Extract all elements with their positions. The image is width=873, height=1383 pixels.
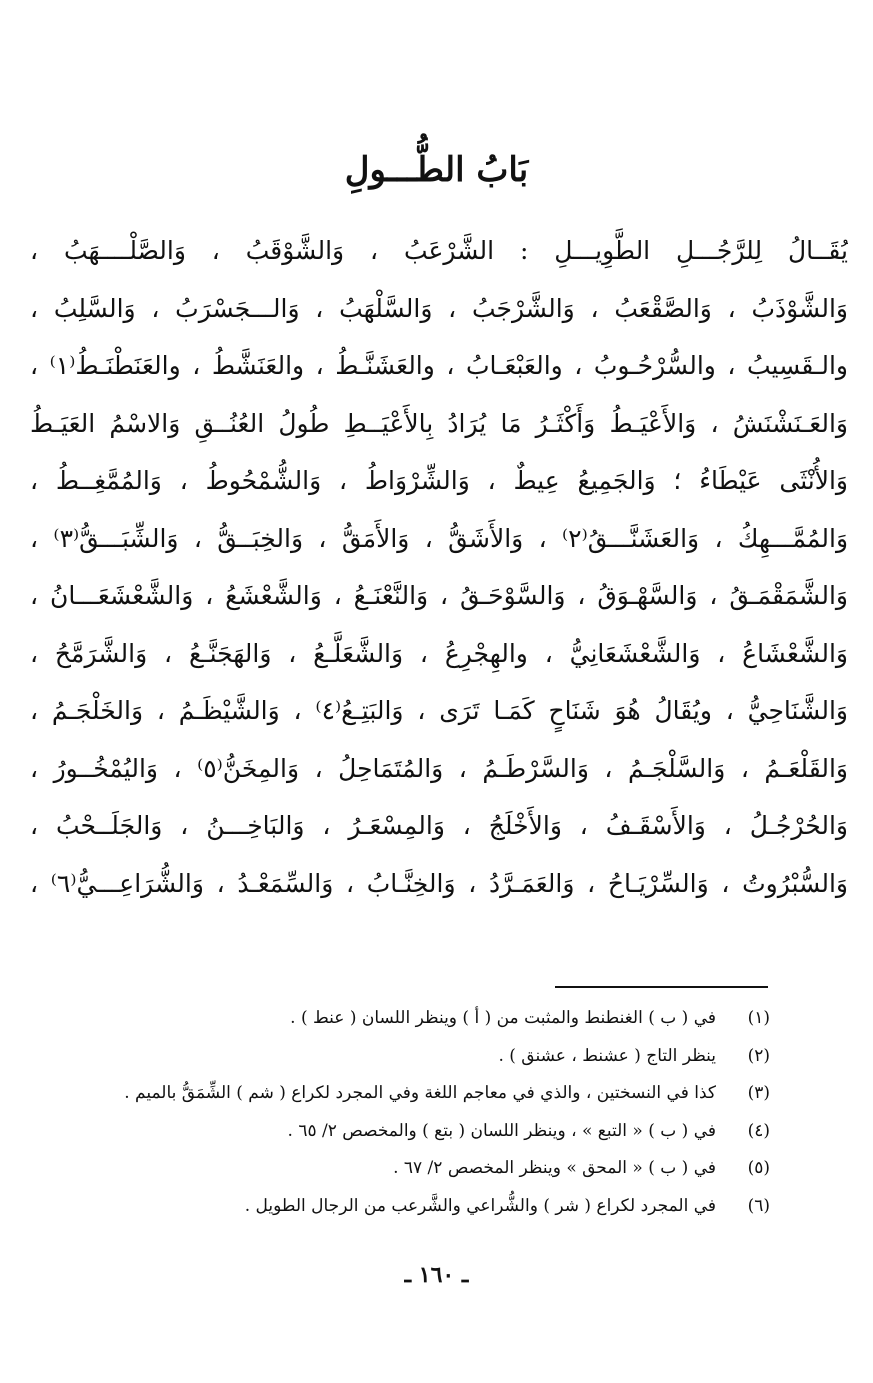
text-line-6: وَالمُمَّـــهِكُ ، وَالعَشَنَّـــقُ⁽٢⁾ ، وَالأَشَقُّ ، وَالأَمَقُّ ، وَالخِبَــقُّ ، وَالشِّبَـــقُّ⁽٣⁾ ، bbox=[30, 523, 848, 553]
page-number: ـ ١٦٠ ـ bbox=[404, 1262, 469, 1288]
footnote-number: (٦) bbox=[747, 1195, 770, 1216]
text-line-8: وَالشَّعْشَاعُ ، وَالشَّعْشَعَانِيُّ ، والهِجْرِعُ ، وَالشَّعَلَّـعُ ، وَالهَجَنَّـعُ ، وَالشَّرَمَّحُ ، bbox=[30, 638, 848, 668]
footnote-6 bbox=[60, 1188, 770, 1226]
text-line-9: وَالشَّنَاحِيُّ ، ويُقَالُ هُوَ شَنَاحٍ كَمَـا تَرَى ، وَالبَتِـعُ⁽٤⁾ ، وَالشَّيْظَـمُ ، وَالخَلْجَـمُ ، bbox=[30, 696, 848, 725]
footnote-2 bbox=[60, 1038, 770, 1076]
footnote-text: ينظر التاج ( عشنط ، عشنق ) . bbox=[498, 1045, 716, 1066]
footnote-text: في ( ب ) « التبع » ، وينظر اللسان ( بتع ) والمخصص ٢/ ٦٥ . bbox=[287, 1120, 716, 1141]
text-line-2: وَالشَّوْذَبُ ، وَالصَّقْعَبُ ، وَالشَّرْجَبُ ، وَالسَّلْهَبُ ، وَالـــجَسْرَبُ ، وَالسَّلِبُ ، bbox=[30, 293, 848, 323]
footnote-1 bbox=[60, 1000, 770, 1038]
text-line-10: وَالقَلْعَـمُ ، وَالسَّلْجَـمُ ، وَالسَّرْطَـمُ ، وَالمُتَمَاحِلُ ، وَالمِخَنُّ⁽٥⁾ ، وَاليُمْخُــورُ ، bbox=[30, 753, 848, 783]
main-text bbox=[30, 222, 848, 912]
footnote-4 bbox=[60, 1113, 770, 1151]
chapter-title: بَابُ الطُّـــولِ bbox=[344, 150, 529, 190]
footnote-text: في المجرد لكراع ( شر ) والشُّراعي والشَّرعب من الرجال الطويل . bbox=[244, 1195, 716, 1216]
footnotes bbox=[60, 1000, 770, 1225]
text-line-3: والـقَسِيبُ ، والسُّرْحُـوبُ ، والعَبْعَـابُ ، والعَشَنَّـطُ ، والعَنَشَّطُ ، والعَنَطْنَـطُ⁽١⁾ ، bbox=[30, 351, 848, 380]
text-line-1: يُقَــالُ لِلرَّجُـــلِ الطَّوِيـــلِ : الشَّرْعَبُ ، وَالشَّوْقَبُ ، وَالصَّلْــــهَبُ ، bbox=[30, 236, 848, 265]
text-line-4: وَالعَـنَشْنَشُ ، وَالأَعْيَـطُ وَأَكْثَـرُ مَا يُرَادُ بِالأَعْيَــطِ طُولُ العُنُــقِ وَالاسْمُ العَيَـطُ bbox=[30, 408, 848, 438]
footnote-number: (٤) bbox=[747, 1120, 770, 1141]
footnote-divider bbox=[555, 986, 768, 988]
footnote-number: (١) bbox=[747, 1008, 770, 1028]
footnote-5 bbox=[60, 1150, 770, 1188]
footnote-3 bbox=[60, 1075, 770, 1113]
footnote-text: في ( ب ) الغنطنط والمثبت من ( أ ) وينظر اللسان ( عنط ) . bbox=[290, 1008, 716, 1028]
footnote-number: (٣) bbox=[747, 1083, 770, 1103]
footnote-text: كذا في النسختين ، والذي في معاجم اللغة وفي المجرد لكراع ( شم ) الشِّمَقُّ بالميم . bbox=[124, 1083, 716, 1103]
footnote-text: في ( ب ) « المحق » وينظر المخصص ٢/ ٦٧ . bbox=[393, 1158, 716, 1178]
footnote-number: (٢) bbox=[747, 1045, 770, 1066]
text-line-5: وَالأُنْثَى عَيْطَاءُ ؛ وَالجَمِيعُ عِيطٌ ، وَالشِّرْوَاطُ ، وَالشُّمْحُوطُ ، وَالمُمَّغِــطُ ، bbox=[30, 466, 848, 495]
text-line-12: وَالسُّبْرُوتُ ، وَالسِّرْيَـاحُ ، وَالعَمَـرَّدُ ، وَالخِنَّـابُ ، وَالسِّمَعْـدُ ، وَالشُّرَاعِـــيُّ⁽٦⁾ ، bbox=[30, 868, 848, 898]
text-line-7: وَالشَّمَقْمَـقُ ، وَالسَّهْـوَقُ ، وَالسَّوْحَـقُ ، وَالنَّعْنَـعُ ، وَالشَّعْشَعُ ، وَالشَّعْشَعَـــانُ ، bbox=[30, 581, 848, 610]
footnote-number: (٥) bbox=[747, 1158, 770, 1178]
text-line-11: وَالحُرْجُـلُ ، وَالأَسْقَـفُ ، وَالأَخْلَجُ ، وَالمِسْعَـرُ ، وَالبَاخِـــنُ ، وَالجَلَــحْبُ ، bbox=[30, 811, 848, 840]
